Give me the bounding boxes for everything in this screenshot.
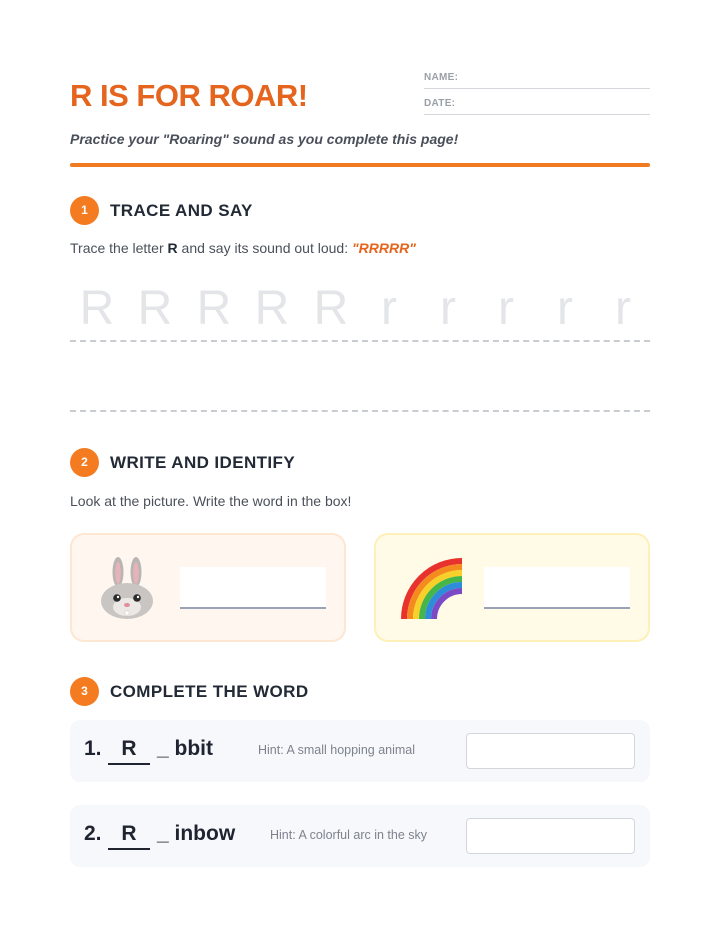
rabbit-icon [98, 555, 156, 621]
given-letter: R [108, 737, 150, 765]
section-1-title: TRACE AND SAY [110, 201, 253, 220]
rabbit-answer-box[interactable] [180, 567, 326, 609]
trace-letter: R [313, 282, 349, 335]
word-remainder: _ bbit [157, 737, 213, 760]
page-subtitle: Practice your "Roaring" sound as you complete this page! [70, 131, 459, 147]
name-label: NAME: [424, 72, 459, 83]
trace-letter: r [498, 282, 514, 335]
page-title: R IS FOR ROAR! [70, 78, 308, 113]
section-3-number: 3 [70, 677, 99, 706]
instruction-prefix: Trace the letter [70, 240, 168, 256]
item-hint: Hint: A colorful arc in the sky [270, 828, 428, 842]
word-answer-input[interactable] [466, 818, 635, 854]
instruction-letter: R [167, 240, 178, 256]
instruction-mid: and say its sound out loud: [177, 240, 352, 256]
rainbow-answer-box[interactable] [484, 567, 630, 609]
section-2-number: 2 [70, 448, 99, 477]
trace-letter: R [79, 282, 115, 335]
complete-word-item-2 [70, 805, 650, 867]
section-1-number: 1 [70, 196, 99, 225]
item-hint: Hint: A small hopping animal [258, 743, 416, 757]
trace-letter: r [557, 282, 573, 335]
trace-letter: R [254, 282, 290, 335]
name-field[interactable] [424, 67, 650, 89]
section-2-title: WRITE AND IDENTIFY [110, 453, 296, 472]
trace-guideline [70, 340, 650, 342]
date-label: DATE: [424, 98, 456, 109]
complete-word-item-1 [70, 720, 650, 782]
item-number: 2. [84, 822, 102, 845]
header-divider [70, 163, 650, 167]
word-answer-input[interactable] [466, 733, 635, 769]
picture-card-rainbow [374, 533, 650, 642]
instruction-sound: "RRRRR" [352, 240, 416, 256]
trace-letter: r [381, 282, 397, 335]
date-field[interactable] [424, 93, 650, 115]
word-remainder: _ inbow [157, 822, 236, 845]
trace-letter: r [615, 282, 631, 335]
trace-letter: R [137, 282, 173, 335]
writing-guideline [70, 410, 650, 412]
rainbow-icon [400, 557, 466, 621]
item-number: 1. [84, 737, 102, 760]
section-1-instruction [70, 240, 416, 256]
section-2-instruction: Look at the picture. Write the word in the box! [70, 493, 352, 509]
picture-card-rabbit [70, 533, 346, 642]
section-3-title: COMPLETE THE WORD [110, 682, 309, 701]
given-letter: R [108, 822, 150, 850]
trace-letter: r [440, 282, 456, 335]
trace-row[interactable] [70, 281, 650, 333]
trace-letter: R [196, 282, 232, 335]
